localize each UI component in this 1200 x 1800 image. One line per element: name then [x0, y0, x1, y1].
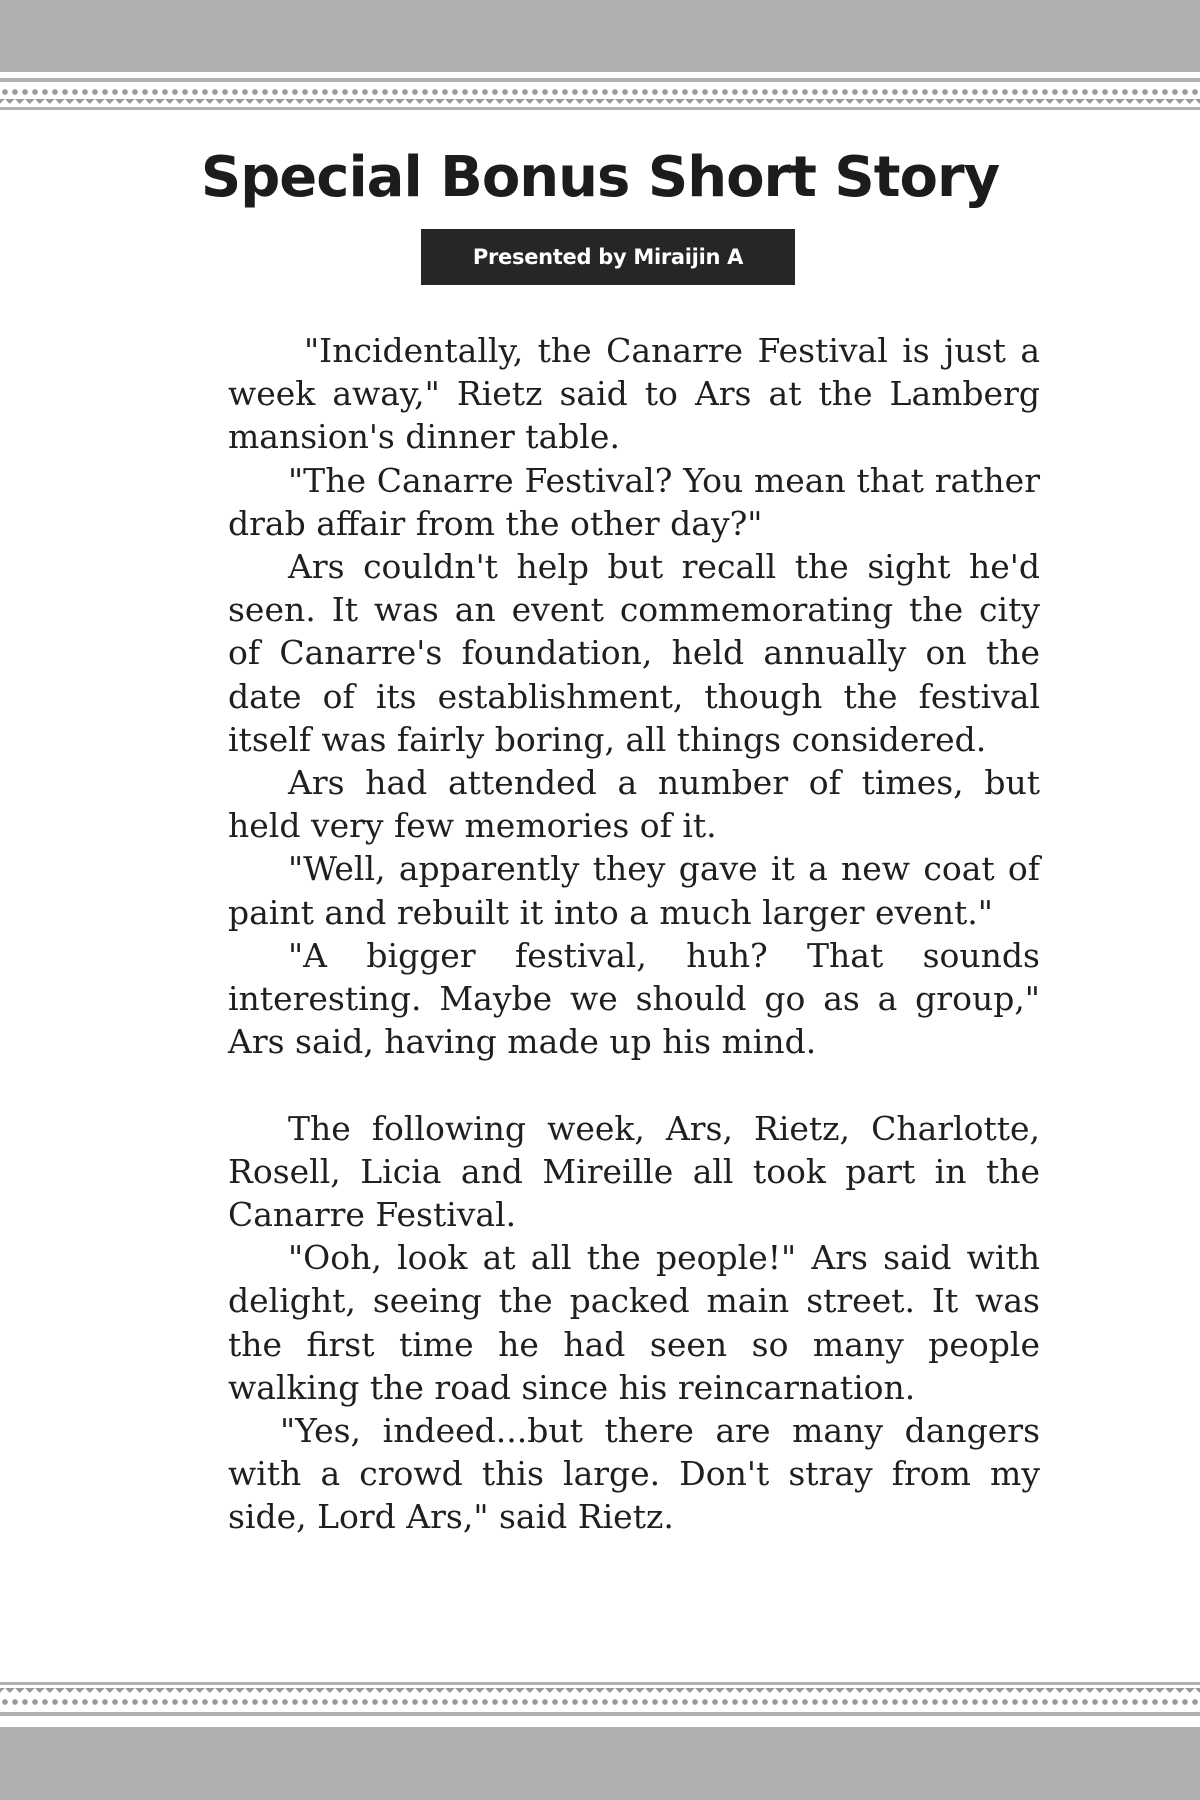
story-paragraph: "A bigger festival, huh? That sounds interesting. Maybe we should go as a group," Ars said, having made up his mind.	[228, 935, 1040, 1062]
story-paragraph: Ars couldn't help but recall the sight he'd seen. It was an event commemorating the city of Canarre's foundation, held annually on the date of its establishment, though the festival itself was fairly boring, all things considered.	[228, 547, 1040, 759]
story-paragraph: The following week, Ars, Rietz, Charlotte, Rosell, Licia and Mireille all took part in the Canarre Festival.	[228, 1108, 1040, 1235]
story-paragraph: "Yes, indeed...but there are many dangers with a crowd this large. Don't stray from my side, Lord Ars," said Rietz.	[228, 1411, 1040, 1537]
page-title: Special Bonus Short Story	[200, 145, 1000, 210]
story-body	[228, 329, 1040, 1539]
bottom-border-band	[0, 1727, 1200, 1800]
story-paragraph: "The Canarre Festival? You mean that rather drab affair from the other day?"	[228, 460, 1040, 543]
story-paragraph: "Incidentally, the Canarre Festival is just a week away," Rietz said to Ars at the Lamberg mansion's dinner table.	[228, 331, 1040, 457]
story-paragraph: "Ooh, look at all the people!" Ars said with delight, seeing the packed main street. It was the first time he had seen so many people walking the road since his reincarnation.	[228, 1238, 1040, 1407]
top-decorative-border	[0, 78, 1200, 114]
top-border-band	[0, 0, 1200, 72]
scene-break	[228, 1063, 1040, 1106]
bottom-decorative-border	[0, 1682, 1200, 1718]
story-paragraph: Ars had attended a number of times, but held very few memories of it.	[228, 763, 1040, 846]
story-paragraph: "Well, apparently they gave it a new coat of paint and rebuilt it into a much larger event."	[228, 849, 1040, 932]
author-byline: Presented by Miraijin A	[421, 229, 795, 285]
